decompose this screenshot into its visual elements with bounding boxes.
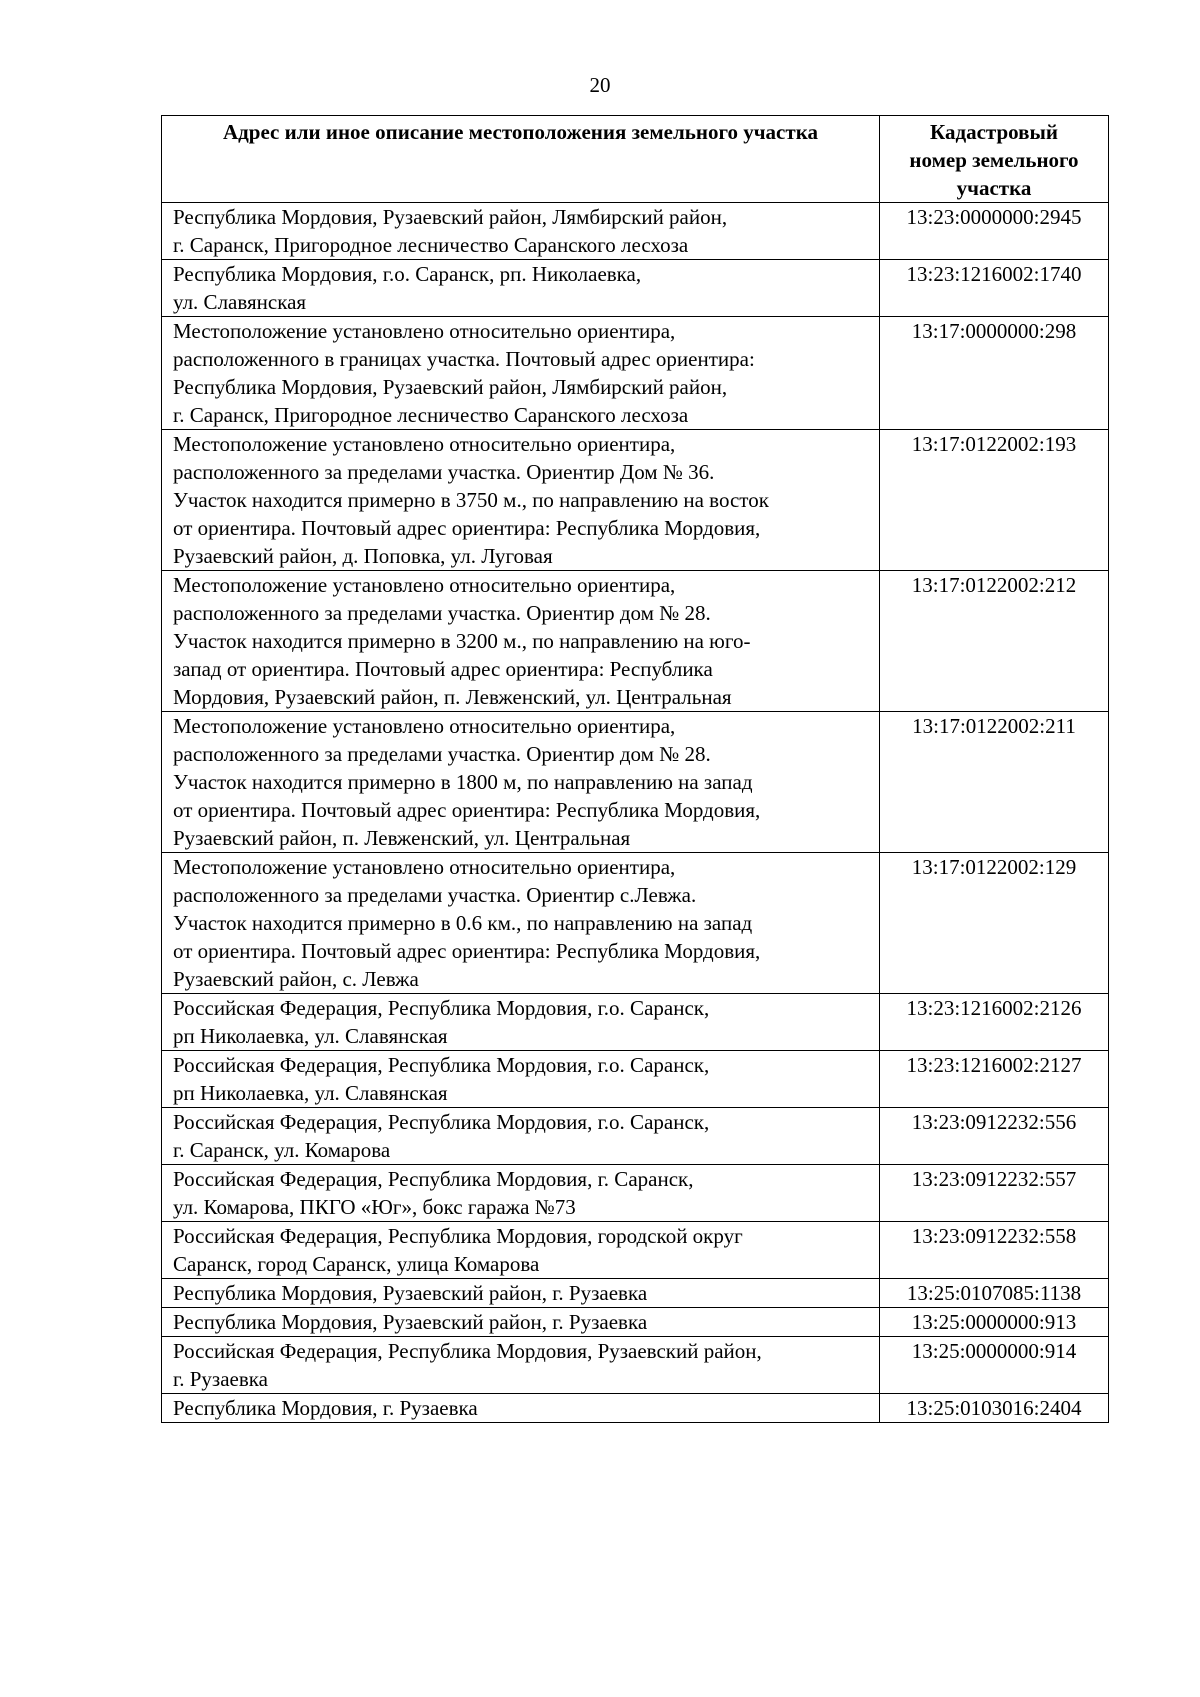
cadastral-number-cell: 13:17:0122002:212 (880, 571, 1109, 712)
address-cell: Российская Федерация, Республика Мордовия, г.о. Саранск, г. Саранск, ул. Комарова (162, 1108, 880, 1165)
table-row (162, 430, 1109, 571)
table-row (162, 1165, 1109, 1222)
address-cell: Местоположение установлено относительно ориентира, расположенного за пределами участка. Ориентир Дом № 36. Участок находится примерно в 3750 м., по направлению на восток от ориентира. Почтовый адрес ориентира: Республика Мордовия, Рузаевский район, д. Поповка, ул. Луговая (162, 430, 880, 571)
table-row (162, 571, 1109, 712)
address-cell: Российская Федерация, Республика Мордовия, Рузаевский район, г. Рузаевка (162, 1337, 880, 1394)
address-cell: Местоположение установлено относительно ориентира, расположенного за пределами участка. Ориентир дом № 28. Участок находится примерно в 1800 м, по направлению на запад от ориентира. Почтовый адрес ориентира: Республика Мордовия, Рузаевский район, п. Левженский, ул. Центральная (162, 712, 880, 853)
land-plots-table (161, 115, 1109, 1423)
table-row (162, 1222, 1109, 1279)
table-row (162, 853, 1109, 994)
address-cell: Местоположение установлено относительно ориентира, расположенного за пределами участка. Ориентир с.Левжа. Участок находится примерно в 0.6 км., по направлению на запад от ориентира. Почтовый адрес ориентира: Республика Мордовия, Рузаевский район, с. Левжа (162, 853, 880, 994)
cadastral-number-cell: 13:23:0000000:2945 (880, 203, 1109, 260)
header-cadastral-number: Кадастровый номер земельного участка (880, 116, 1109, 203)
table-row (162, 260, 1109, 317)
address-cell: Российская Федерация, Республика Мордовия, г. Саранск, ул. Комарова, ПКГО «Юг», бокс гаража №73 (162, 1165, 880, 1222)
cadastral-number-cell: 13:17:0122002:193 (880, 430, 1109, 571)
cadastral-number-cell: 13:23:1216002:2127 (880, 1051, 1109, 1108)
address-cell: Республика Мордовия, г.о. Саранск, рп. Николаевка, ул. Славянская (162, 260, 880, 317)
cadastral-number-cell: 13:17:0000000:298 (880, 317, 1109, 430)
cadastral-number-cell: 13:17:0122002:129 (880, 853, 1109, 994)
table-row (162, 994, 1109, 1051)
address-cell: Российская Федерация, Республика Мордовия, г.о. Саранск, рп Николаевка, ул. Славянская (162, 994, 880, 1051)
cadastral-number-cell: 13:23:0912232:556 (880, 1108, 1109, 1165)
table-row (162, 1108, 1109, 1165)
address-cell: Республика Мордовия, Рузаевский район, г. Рузаевка (162, 1279, 880, 1308)
cadastral-number-cell: 13:25:0000000:913 (880, 1308, 1109, 1337)
cadastral-number-cell: 13:23:0912232:557 (880, 1165, 1109, 1222)
table-row (162, 712, 1109, 853)
address-cell: Республика Мордовия, Рузаевский район, Лямбирский район, г. Саранск, Пригородное лесничество Саранского лесхоза (162, 203, 880, 260)
table-row (162, 1279, 1109, 1308)
header-address: Адрес или иное описание местоположения земельного участка (162, 116, 880, 203)
table-row (162, 1051, 1109, 1108)
cadastral-number-cell: 13:23:0912232:558 (880, 1222, 1109, 1279)
cadastral-number-cell: 13:25:0000000:914 (880, 1337, 1109, 1394)
address-cell: Местоположение установлено относительно ориентира, расположенного в границах участка. Почтовый адрес ориентира: Республика Мордовия, Рузаевский район, Лямбирский район, г. Саранск, Пригородное лесничество Саранского лесхоза (162, 317, 880, 430)
address-cell: Республика Мордовия, г. Рузаевка (162, 1394, 880, 1423)
table-row (162, 203, 1109, 260)
address-cell: Местоположение установлено относительно ориентира, расположенного за пределами участка. Ориентир дом № 28. Участок находится примерно в 3200 м., по направлению на юго- запад от ориентира. Почтовый адрес ориентира: Республика Мордовия, Рузаевский район, п. Левженский, ул. Центральная (162, 571, 880, 712)
cadastral-number-cell: 13:25:0103016:2404 (880, 1394, 1109, 1423)
cadastral-number-cell: 13:23:1216002:2126 (880, 994, 1109, 1051)
page-number: 20 (589, 73, 611, 97)
table-row (162, 317, 1109, 430)
address-cell: Российская Федерация, Республика Мордовия, г.о. Саранск, рп Николаевка, ул. Славянская (162, 1051, 880, 1108)
address-cell: Республика Мордовия, Рузаевский район, г. Рузаевка (162, 1308, 880, 1337)
table-header-row (162, 116, 1109, 203)
table-row (162, 1337, 1109, 1394)
cadastral-number-cell: 13:25:0107085:1138 (880, 1279, 1109, 1308)
address-cell: Российская Федерация, Республика Мордовия, городской округ Саранск, город Саранск, улица Комарова (162, 1222, 880, 1279)
table-body (162, 203, 1109, 1423)
cadastral-number-cell: 13:17:0122002:211 (880, 712, 1109, 853)
table-row (162, 1308, 1109, 1337)
cadastral-number-cell: 13:23:1216002:1740 (880, 260, 1109, 317)
table-row (162, 1394, 1109, 1423)
